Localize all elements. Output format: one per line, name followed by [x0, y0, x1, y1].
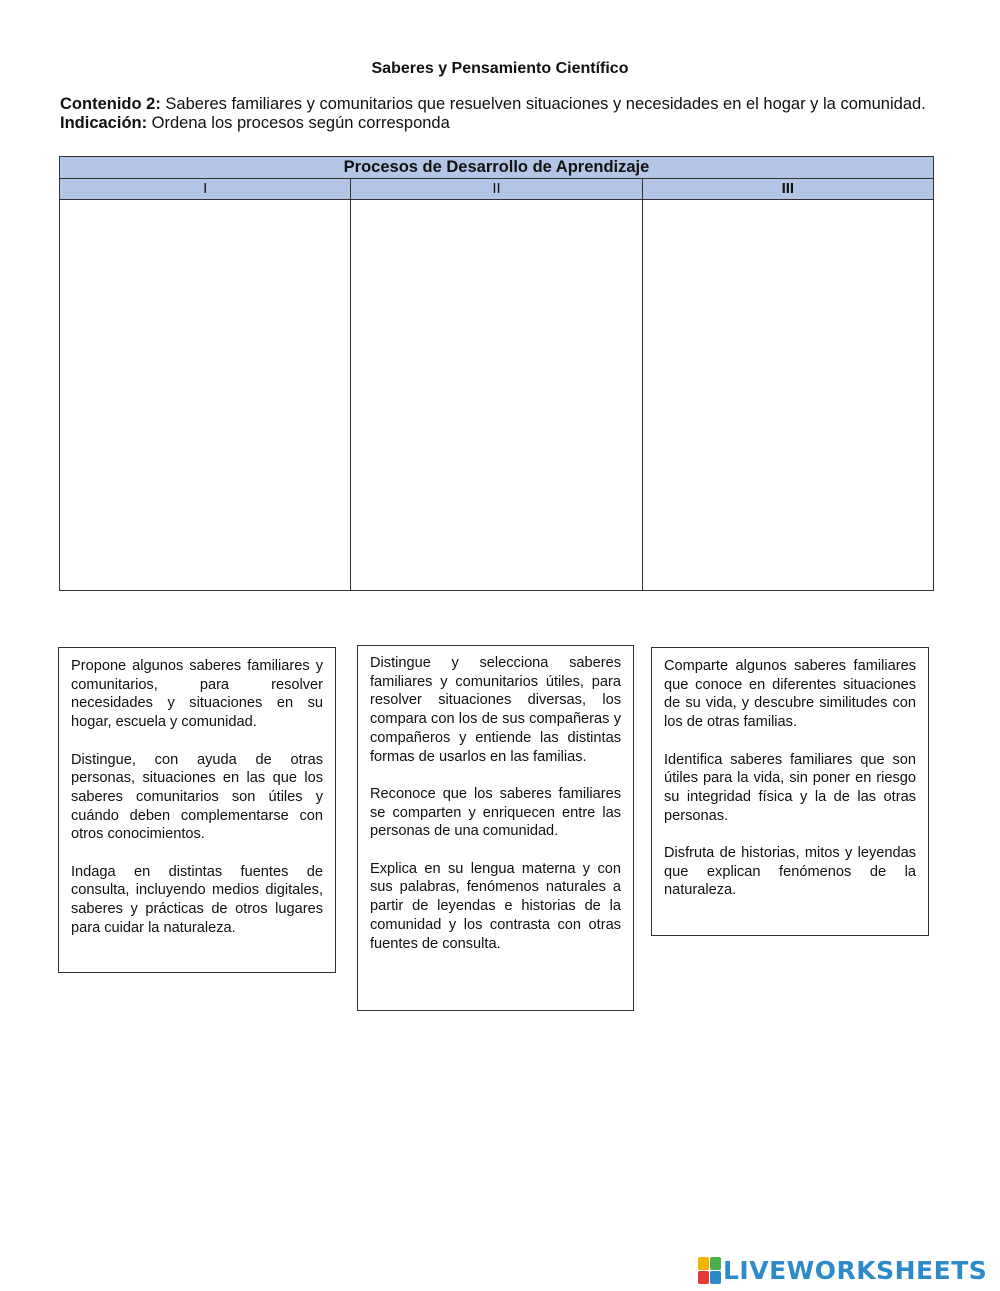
- liveworksheets-logo: [698, 1255, 987, 1285]
- drop-zone-iii[interactable]: [642, 200, 933, 591]
- card-paragraph: Indaga en distintas fuentes de consulta, incluyendo medios digitales, saberes y prácticas de otros lugares para cuidar la naturaleza.: [71, 863, 323, 936]
- draggable-card-1[interactable]: [58, 647, 336, 973]
- contenido-label: Contenido 2:: [60, 95, 161, 113]
- card-paragraph: Identifica saberes familiares que son útiles para la vida, sin poner en riesgo su integridad física y la de las otras personas.: [664, 751, 916, 824]
- card-paragraph: Disfruta de historias, mitos y leyendas que explican fenómenos de la naturaleza.: [664, 845, 916, 899]
- card-paragraph: Propone algunos saberes familiares y comunitarios, para resolver necesidades y situaciones en su hogar, escuela y comunidad.: [71, 658, 323, 731]
- instructions: [60, 95, 940, 133]
- drop-zone-ii[interactable]: [351, 200, 642, 591]
- draggable-card-2[interactable]: [357, 645, 634, 1011]
- indicacion-text: Ordena los procesos según corresponda: [147, 114, 450, 132]
- card-paragraph: Explica en su lengua materna y con sus palabras, fenómenos naturales a partir de leyendas e historias de la comunidad y los contrasta con otras fuentes de consulta.: [370, 860, 621, 952]
- table-header: Procesos de Desarrollo de Aprendizaje: [60, 157, 934, 179]
- indicacion-line: [60, 114, 940, 133]
- card-paragraph: Reconoce que los saberes familiares se comparten y enriquecen entre las personas de una comunidad.: [370, 785, 621, 840]
- indicacion-label: Indicación:: [60, 114, 148, 132]
- card-paragraph: Distingue y selecciona saberes familiares y comunitarios útiles, para resolver situaciones diversas, los compara con los de sus compañeras y compañeros y entiende las distintas formas de usarlos en las familias.: [370, 655, 621, 765]
- process-table: [59, 156, 934, 591]
- liveworksheets-logo-icon: [698, 1257, 720, 1284]
- logo-text: LIVEWORKSHEETS: [723, 1255, 988, 1285]
- column-header-i: I: [60, 179, 351, 200]
- card-paragraph: Distingue, con ayuda de otras personas, situaciones en las que los saberes comunitarios son útiles y cuándo deben complementarse con otros conocimientos.: [71, 751, 323, 843]
- page-title: Saberes y Pensamiento Científico: [371, 60, 629, 77]
- contenido-line: [60, 95, 940, 114]
- card-paragraph: Comparte algunos saberes familiares que conoce en diferentes situaciones de su vida, y descubre similitudes con los de otras familias.: [664, 658, 916, 731]
- column-header-ii: II: [351, 179, 642, 200]
- drop-zone-i[interactable]: [60, 200, 351, 591]
- draggable-card-3[interactable]: [651, 647, 929, 936]
- column-header-iii: III: [642, 179, 933, 200]
- contenido-text: Saberes familiares y comunitarios que resuelven situaciones y necesidades en el hogar y la comunidad.: [160, 95, 926, 113]
